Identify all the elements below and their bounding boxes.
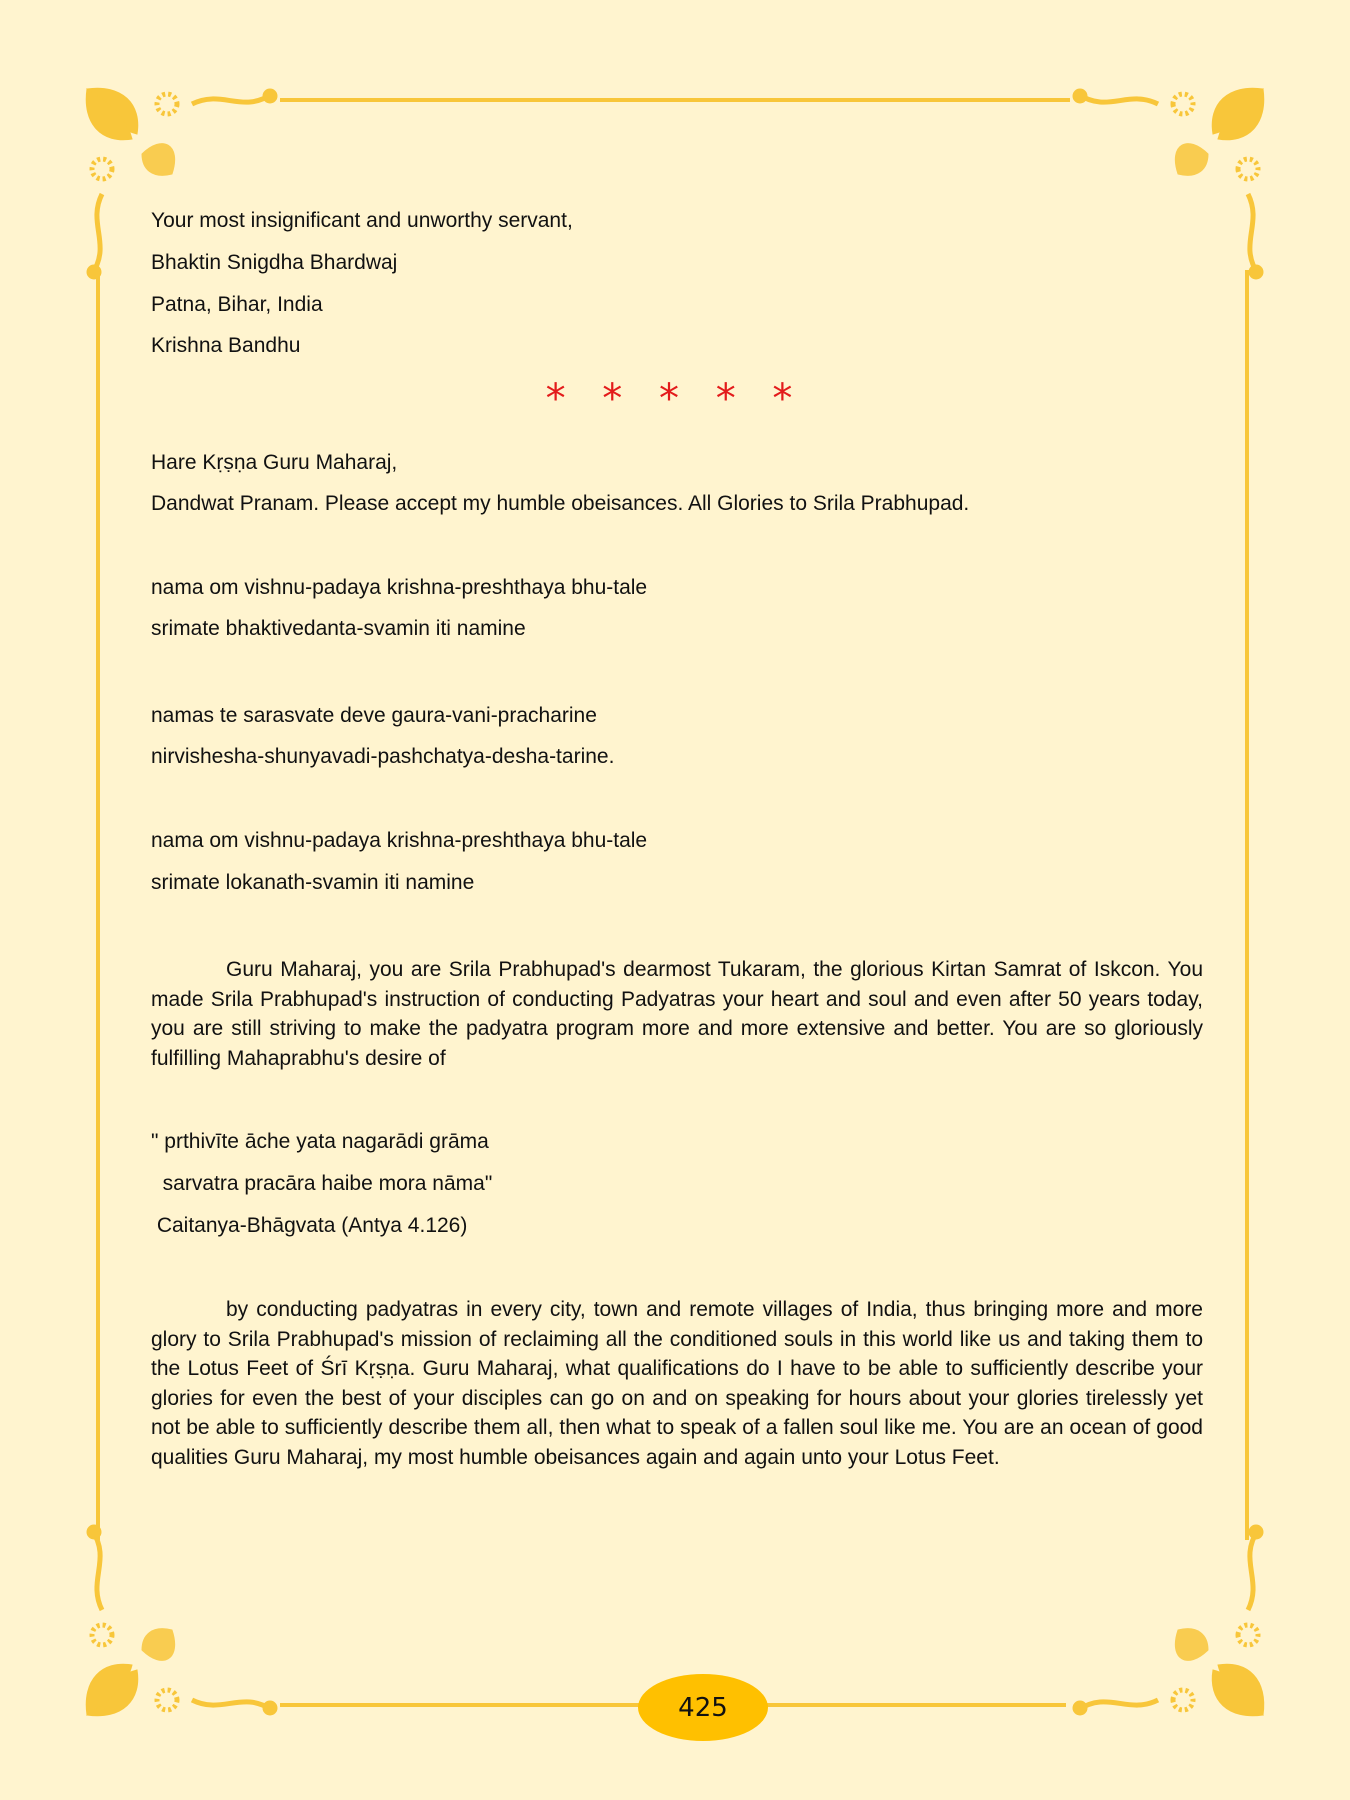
- greeting: Dandwat Pranam. Please accept my humble obeisances. All Glories to Srila Prabhupad.: [151, 492, 970, 515]
- section-separator: * * * * *: [545, 376, 805, 422]
- prayer-line: nirvishesha-shunyavadi-pashchatya-desha-tarine.: [151, 745, 615, 768]
- salutation: Hare Kṛṣṇa Guru Maharaj,: [151, 451, 398, 474]
- border-top: [280, 98, 1070, 102]
- quote-line: sarvatra pracāra haibe mora nāma": [151, 1172, 493, 1195]
- signature-closing: Your most insignificant and unworthy servant,: [151, 209, 573, 232]
- prayer-line: nama om vishnu-padaya krishna-preshthaya bhu-tale: [151, 576, 648, 599]
- prayer-line: srimate bhaktivedanta-svamin iti namine: [151, 617, 526, 640]
- corner-ornament-icon: [82, 1520, 282, 1720]
- prayer-line: srimate lokanath-svamin iti namine: [151, 871, 475, 894]
- page-number: 425: [678, 1692, 728, 1723]
- prayer-line: nama om vishnu-padaya krishna-preshthaya bhu-tale: [151, 829, 648, 852]
- quote-line: " prthivīte āche yata nagarādi grāma: [151, 1130, 489, 1153]
- page-number-badge: [638, 1674, 768, 1741]
- border-right: [1245, 270, 1249, 1540]
- prayer-line: namas te sarasvate deve gaura-vani-pracharine: [151, 704, 597, 727]
- paragraph: by conducting padyatras in every city, town and remote villages of India, thus bringing more and more glory to Srila Prabhupad's mission of reclaiming all the conditioned souls in this world like us and taking them to the Lotus Feet of Śrī Kṛṣṇa. Guru Maharaj, what qualifications do I have to be able to sufficiently describe your glories for even the best of your disciples can go on and on speaking for hours about your glories tirelessly yet not be able to sufficiently describe them all, then what to speak of a fallen soul like me. You are an ocean of good qualities Guru Maharaj, my most humble obeisances again and again unto your Lotus Feet.: [151, 1298, 1203, 1469]
- border-bottom-left: [280, 1703, 640, 1707]
- corner-ornament-icon: [1068, 84, 1268, 284]
- paragraph: Guru Maharaj, you are Srila Prabhupad's dearmost Tukaram, the glorious Kirtan Samrat of Iskcon. You made Srila Prabhupad's instruction of conducting Padyatras your heart and soul and even after 50 years today, you are still striving to make the padyatra program more and more extensive and better. You are so gloriously fulfilling Mahaprabhu's desire of: [151, 958, 1203, 1070]
- signature-location: Patna, Bihar, India: [151, 293, 323, 316]
- corner-ornament-icon: [1068, 1520, 1268, 1720]
- signature-group: Krishna Bandhu: [151, 334, 301, 357]
- signature-name: Bhaktin Snigdha Bhardwaj: [151, 251, 398, 274]
- border-bottom-right: [766, 1703, 1066, 1707]
- border-left: [96, 270, 100, 1540]
- quote-citation: Caitanya-Bhāgvata (Antya 4.126): [151, 1214, 468, 1237]
